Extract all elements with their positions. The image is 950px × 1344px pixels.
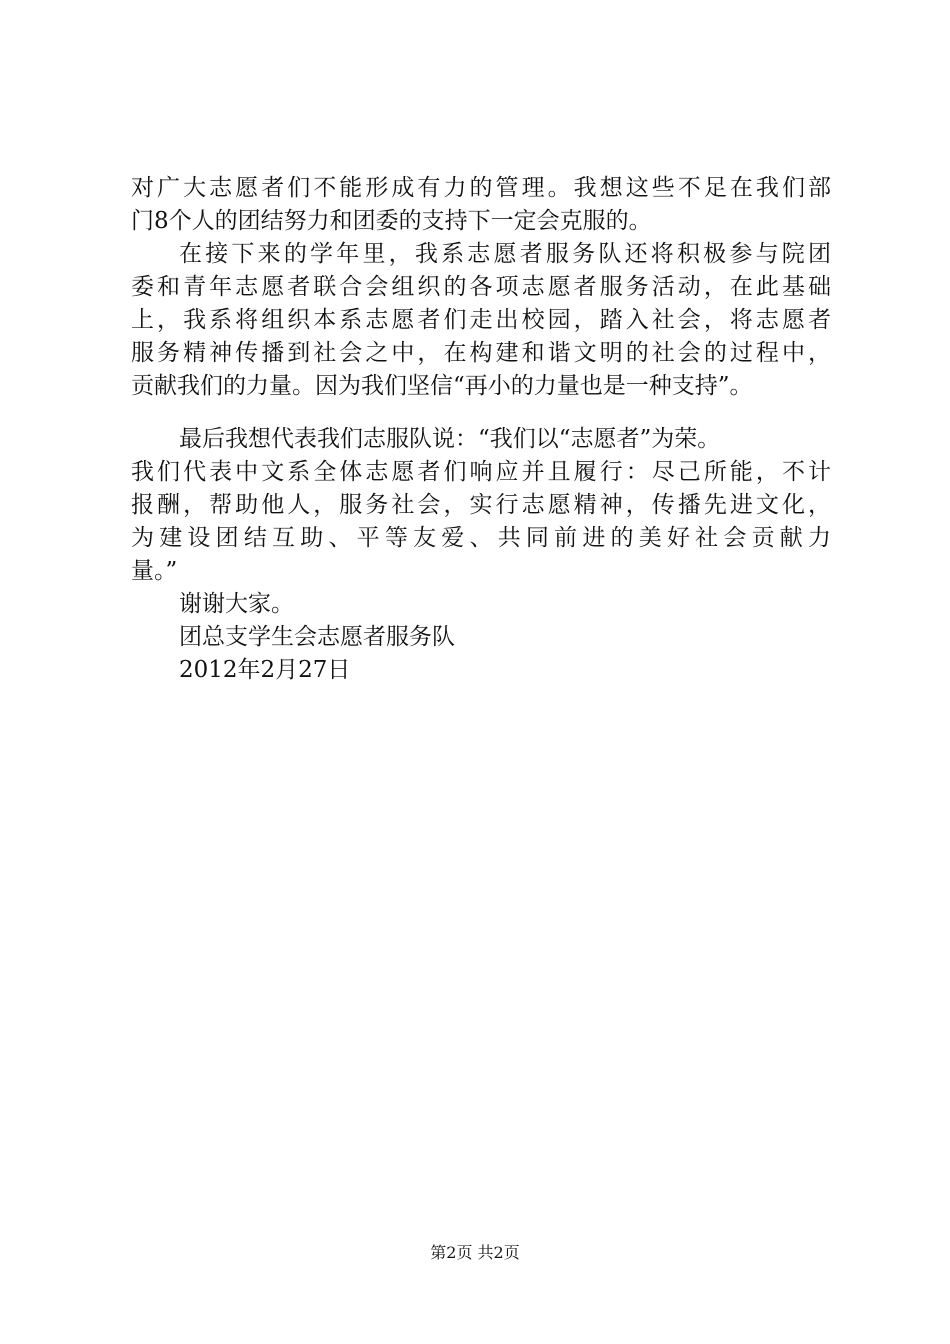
page-footer: 第2页 共2页 [430, 1243, 520, 1262]
paragraph-line: 我们代表中文系全体志愿者们响应并且履行：尽己所能，不计 [131, 459, 831, 485]
closing-thanks: 谢谢大家。 [179, 591, 294, 617]
paragraph-line: 委和青年志愿者联合会组织的各项志愿者服务活动，在此基础 [131, 274, 831, 300]
paragraph-line: 对广大志愿者们不能形成有力的管理。我想这些不足在我们部 [131, 175, 831, 201]
paragraph-line: 报酬，帮助他人，服务社会，实行志愿精神，传播先进文化， [131, 492, 831, 518]
paragraph-line: 服务精神传播到社会之中，在构建和谐文明的社会的过程中， [131, 340, 831, 366]
paragraph-line: 在接下来的学年里，我系志愿者服务队还将积极参与院团 [179, 241, 831, 267]
closing-signature: 团总支学生会志愿者服务队 [179, 624, 455, 650]
paragraph-line: 贡献我们的力量。因为我们坚信“再小的力量也是一种支持”。 [131, 373, 753, 399]
document-body [131, 172, 831, 687]
closing-date: 2012年2月27日 [179, 657, 351, 683]
paragraph-line: 门8个人的团结努力和团委的支持下一定会克服的。 [131, 208, 652, 234]
paragraph-line: 量。” [131, 558, 178, 584]
paragraph-gap [131, 403, 831, 423]
paragraph-line: 最后我想代表我们志服队说：“我们以“志愿者”为荣。 [179, 426, 721, 452]
paragraph-line: 上，我系将组织本系志愿者们走出校园，踏入社会，将志愿者 [131, 307, 831, 333]
paragraph-line: 为建设团结互助、平等友爱、共同前进的美好社会贡献力 [131, 525, 831, 551]
